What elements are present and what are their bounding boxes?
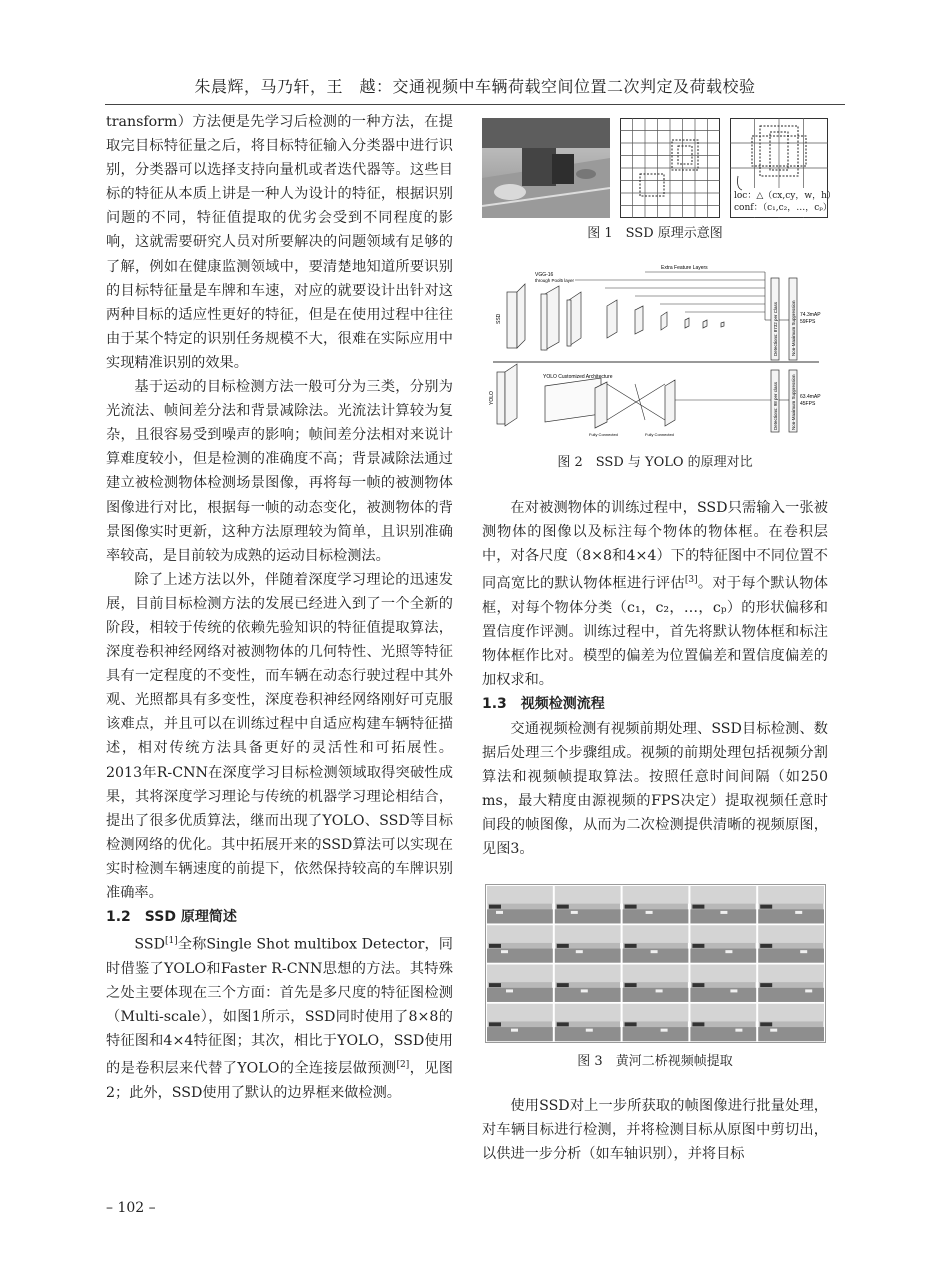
fig2-ssd-label: SSD: [496, 313, 502, 324]
video-frame: [758, 1004, 824, 1041]
ssd-text-c: ，见图2；此外，SSD使用了默认的边界框来做检测。: [106, 1061, 453, 1102]
video-frame: [758, 886, 824, 923]
fig2-nms-yolo: Non-Maximum Suppression: [791, 374, 796, 430]
section-heading-1-2: 1.2 SSD 原理简述: [106, 909, 237, 926]
ssd-paragraph: [106, 929, 453, 1105]
video-frame: [690, 925, 756, 962]
fig2-yolo-label: YOLO: [489, 391, 495, 405]
video-frame: [690, 1004, 756, 1041]
video-frame: [758, 965, 824, 1002]
grid-8x8: [620, 118, 720, 218]
right-column-text-2: [482, 1094, 828, 1166]
fig2-vgg: VGG-16: [535, 272, 554, 278]
ssd-yolo-diagram: [485, 260, 825, 446]
fig2-ssd-fps: 59FPS: [800, 319, 816, 325]
right-paragraph-3: 使用SSD对上一步所获取的帧图像进行批量处理，对车辆目标进行检测，并将检测目标从原图中剪切出，以供进一步分析（如车轴识别），并将目标: [482, 1098, 828, 1163]
fig2-vgg-sub: through Pool5 layer: [535, 278, 575, 283]
ssd-text-a: SSD: [134, 936, 165, 953]
video-frame: [487, 886, 553, 923]
video-frame: [623, 1004, 689, 1041]
video-frame: [487, 925, 553, 962]
running-header: 朱晨辉，马乃轩，王 越：交通视频中车辆荷载空间位置二次判定及荷载校验: [194, 77, 756, 96]
video-frame: [555, 886, 621, 923]
video-frame: [758, 925, 824, 962]
fig2-extra-layers: Extra Feature Layers: [661, 265, 708, 271]
fig2-yolo-arch: YOLO Customized Architecture: [543, 374, 613, 380]
fig2-nms-ssd: Non-Maximum Suppression: [791, 300, 796, 356]
traffic-photo: [482, 118, 610, 218]
fig2-yolo-fps: 45FPS: [800, 401, 816, 407]
left-paragraph-2: 基于运动的目标检测方法一般可分为三类，分别为光流法、帧间差分法和背景减除法。光流法计算较为复杂，且很容易受到噪声的影响；帧间差分法相对来说计算难度较小，但是检测的准确度不高；背景减除法通过建立被检测物体检测场景图像，再将每一帧的被测物体图像进行对比，根据每一帧的动态变化，被测物体的背景图像实时更新，这种方法原理较为简单，且识别准确率较高，是目前较为成熟的运动目标检测法。: [106, 379, 453, 564]
figure-1-caption: 图 1 SSD 原理示意图: [587, 226, 723, 241]
fig2-fc1: Fully Connected: [589, 432, 618, 437]
fig2-fc2: Fully Connected: [645, 432, 674, 437]
figure-2: [485, 260, 825, 446]
citation-1: [1]: [164, 936, 178, 947]
left-paragraph-3: 除了上述方法以外，伴随着深度学习理论的迅速发展，目前目标检测方法的发展已经进入到了一个全新的阶段，相较于传统的依赖先验知识的特征值提取算法，深度卷积神经网络对被测物体的几何特性、光照等特征具有一定程度的不变性，而车辆在动态行驶过程中其外观、光照都具有多变性，深度卷积神经网络刚好可克服该难点，并且可以在训练过程中自适应构建车辆特征描述，相对传统方法具备更好的灵活性和可拓展性。2013年R-CNN在深度学习目标检测领域取得突破性成果，其将深度学习理论与传统的机器学习理论相结合，提出了很多优质算法，继而出现了YOLO、SSD等目标检测网络的优化。其中拓展开来的SSD算法可以实现在实时检测车辆速度的前提下，依然保持较高的车牌识别准确率。: [106, 571, 453, 901]
video-frame-grid: [486, 885, 825, 1042]
page-number: – 102 –: [106, 1200, 156, 1216]
video-frame: [623, 925, 689, 962]
citation-2: [2]: [396, 1060, 410, 1071]
figure-3-caption: 图 3 黄河二桥视频帧提取: [577, 1054, 733, 1069]
figure-3: [485, 884, 826, 1043]
figure-1: [482, 116, 836, 220]
right-paragraph-2: 交通视频检测有视频前期处理、SSD目标检测、数据后处理三个步骤组成。视频的前期处理包括视频分割算法和视频帧提取算法。按照任意时间间隔（如250 ms，最大精度由源视频的FPS决定）提取视频任意时间段的帧图像，从而为二次检测提供清晰的视频原图，见图3。: [482, 720, 828, 858]
figure-2-caption: 图 2 SSD 与 YOLO 的原理对比: [557, 455, 753, 470]
fig2-yolo-map: 63.4mAP: [800, 394, 821, 400]
header-rule: [105, 104, 845, 105]
video-frame: [623, 886, 689, 923]
video-frame: [555, 1004, 621, 1041]
fig2-detections-yolo: Detections: 98 per class: [773, 381, 778, 430]
fig1-formula-loc: loc：△（cx,cy，w，h）: [734, 191, 836, 201]
ssd-text-b: 全称Single Shot multibox Detector，同时借鉴了YOLO和Faster R-CNN思想的方法。其特殊之处主要体现在三个方面：首先是多尺度的特征图检测（Multi-scale），如图1所示，SSD同时使用了8×8的特征图和4×4特征图；其次，相比于YOLO，SSD使用的是卷积层来代替了YOLO的全连接层做预测: [106, 936, 453, 1078]
citation-3: [3]: [684, 575, 698, 586]
video-frame: [623, 965, 689, 1002]
right-p1-text-b: 。对于每个默认物体框，对每个物体分类（c₁，c₂，…，cₚ）的形状偏移和置信度作评测。训练过程中，首先将默认物体框和标注物体框作比对。模型的偏差为位置偏差和置信度偏差的加权求和。: [482, 576, 828, 689]
video-frame: [555, 965, 621, 1002]
fig2-ssd-map: 74.3mAP: [800, 312, 821, 318]
video-frame: [555, 925, 621, 962]
fig1-formula-conf: conf：（c₁,c₂，…，cₚ）: [734, 203, 832, 213]
section-heading-1-3: 1.3 视频检测流程: [482, 696, 605, 713]
video-frame: [690, 965, 756, 1002]
right-paragraph-1: [482, 496, 828, 692]
left-paragraph-1: transform）方法便是先学习后检测的一种方法，在提取完目标特征量之后，将目标特征输入分类器中进行识别，分类器可以选择支持向量机或者迭代器等。这些目标的特征从本质上讲是一种人为设计的特征，根据识别问题的不同，特征值提取的优劣会受到不同程度的影响，这就需要研究人员对所要解决的问题领域有足够的了解，例如在健康监测领域中，要清楚地知道所要识别的目标特征量是车牌和车速，对应的就要设计出针对这两种目标的适应性更好的特征，但是在使用过程中往往由于某个特定的识别任务规模不大，很难在实际应用中实现精准识别的效果。: [106, 114, 453, 371]
right-column-text-1: [482, 496, 828, 861]
video-frame: [487, 965, 553, 1002]
fig2-detections-ssd: Detections: 8732 per Class: [773, 301, 778, 356]
right-p1-text-a: 在对被测物体的训练过程中，SSD只需输入一张被测物体的图像以及标注每个物体的物体框。在卷积层中，对各尺度（8×8和4×4）下的特征图中不同位置不同高宽比的默认物体框进行评估: [482, 500, 828, 593]
video-frame: [690, 886, 756, 923]
left-column: [106, 110, 453, 1105]
video-frame: [487, 1004, 553, 1041]
